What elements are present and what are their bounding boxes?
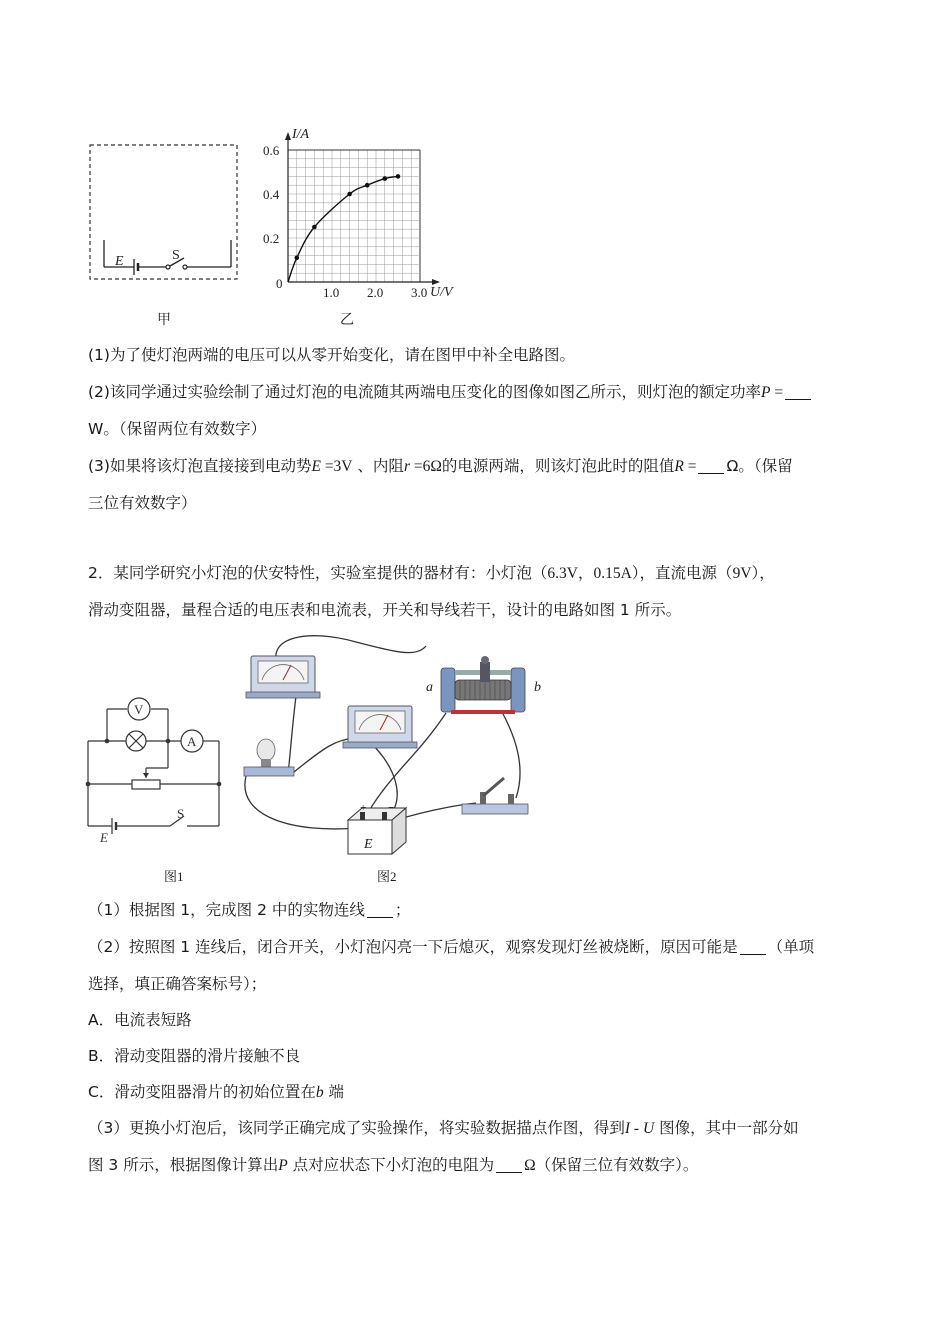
fig1-label-S: S — [177, 806, 185, 821]
meter-top — [246, 656, 320, 698]
rheostat-end-a: a — [426, 680, 433, 695]
option-c: C．滑动变阻器滑片的初始位置在b 端 — [88, 1083, 345, 1101]
x-tick-label: 1.0 — [323, 285, 340, 300]
q2-part2: （2）按照图 1 连线后，闭合开关，小灯泡闪亮一下后熄灭，观察发现灯丝被烧断，原因可能是 （单项 — [88, 938, 815, 956]
x-axis-label: U/V — [430, 285, 453, 300]
caption-fig2: 图2 — [377, 869, 397, 884]
answer-blank[interactable] — [740, 938, 766, 955]
rheostat — [441, 656, 525, 714]
caption-fig1: 图1 — [164, 869, 184, 884]
ammeter-label: A — [187, 734, 197, 749]
q1-part3: (3)如果将该灯泡直接接到电动势E =3V 、内阻r =6Ω的电源两端，则该灯泡此时的阻值R = Ω。（保留 — [88, 457, 793, 475]
circuit-jia — [86, 140, 246, 288]
q2-part2-cont: 选择，填正确答案标号）； — [88, 975, 267, 993]
answer-blank[interactable] — [496, 1156, 522, 1173]
y-tick-label: 0.4 — [263, 187, 280, 202]
supply-label-E: E — [364, 837, 373, 852]
label-E: E — [115, 254, 124, 269]
schematic-fig1 — [84, 694, 230, 844]
y-axis-label: I/A — [292, 127, 310, 142]
q1-part3-cont: 三位有效数字） — [88, 494, 197, 512]
data-point — [312, 225, 317, 230]
apparatus-fig2 — [236, 628, 566, 863]
option-b: B．滑动变阻器的滑片接触不良 — [88, 1047, 301, 1065]
q2-intro-cont: 滑动变阻器，量程合适的电压表和电流表，开关和导线若干，设计的电路如图 1 所示。 — [88, 601, 682, 619]
y-tick-label: 0.6 — [263, 143, 280, 158]
option-a: A．电流表短路 — [88, 1011, 192, 1029]
knife-switch — [462, 778, 528, 814]
meter-middle — [343, 706, 417, 748]
y-tick-label: 0.2 — [263, 231, 280, 246]
q2-part3-cont: 图 3 所示，根据图像计算出P 点对应状态下小灯泡的电阻为 Ω（保留三位有效数字）。 — [88, 1156, 699, 1174]
graph-yi — [256, 124, 466, 304]
data-point — [347, 192, 352, 197]
bulb-on-base — [244, 739, 294, 776]
data-points — [295, 174, 401, 260]
caption-jia: 甲 — [157, 313, 171, 328]
origin-label: 0 — [276, 276, 283, 291]
answer-blank[interactable] — [698, 457, 724, 474]
fig1-label-E: E — [100, 830, 108, 844]
power-supply — [348, 808, 406, 854]
graph-grid — [288, 150, 420, 282]
q1-part1: (1)为了使灯泡两端的电压可以从零开始变化，请在图甲中补全电路图。 — [88, 346, 575, 364]
data-point — [383, 176, 388, 181]
q1-part2: (2)该同学通过实验绘制了通过灯泡的电流随其两端电压变化的图像如图乙所示，则灯泡的额定功率P = — [88, 382, 813, 403]
supply-plus: + — [360, 802, 367, 814]
data-point — [295, 256, 300, 261]
x-tick-label: 2.0 — [367, 285, 384, 300]
data-point — [396, 174, 401, 179]
caption-yi: 乙 — [340, 313, 354, 328]
graph-axes — [285, 132, 440, 285]
q1-part2-cont: W。（保留两位有效数字） — [88, 420, 267, 438]
x-tick-label: 3.0 — [411, 285, 428, 300]
q2-part3: （3）更换小灯泡后，该同学正确完成了实验操作，将实验数据描点作图，得到I - U 图像，其中一部分如 — [88, 1119, 799, 1137]
answer-blank[interactable] — [367, 901, 393, 918]
rheostat-end-b: b — [534, 680, 541, 695]
supply-minus: − — [388, 802, 395, 814]
label-S: S — [172, 248, 180, 263]
voltmeter-label: V — [134, 702, 144, 717]
answer-blank[interactable] — [785, 383, 811, 400]
q2-part1: （1）根据图 1，完成图 2 中的实物连线 ； — [88, 901, 411, 919]
q2-intro: 2．某同学研究小灯泡的伏安特性，实验室提供的器材有：小灯泡（6.3V，0.15A），直流电源（9V）， — [88, 564, 775, 582]
data-point — [365, 183, 370, 188]
